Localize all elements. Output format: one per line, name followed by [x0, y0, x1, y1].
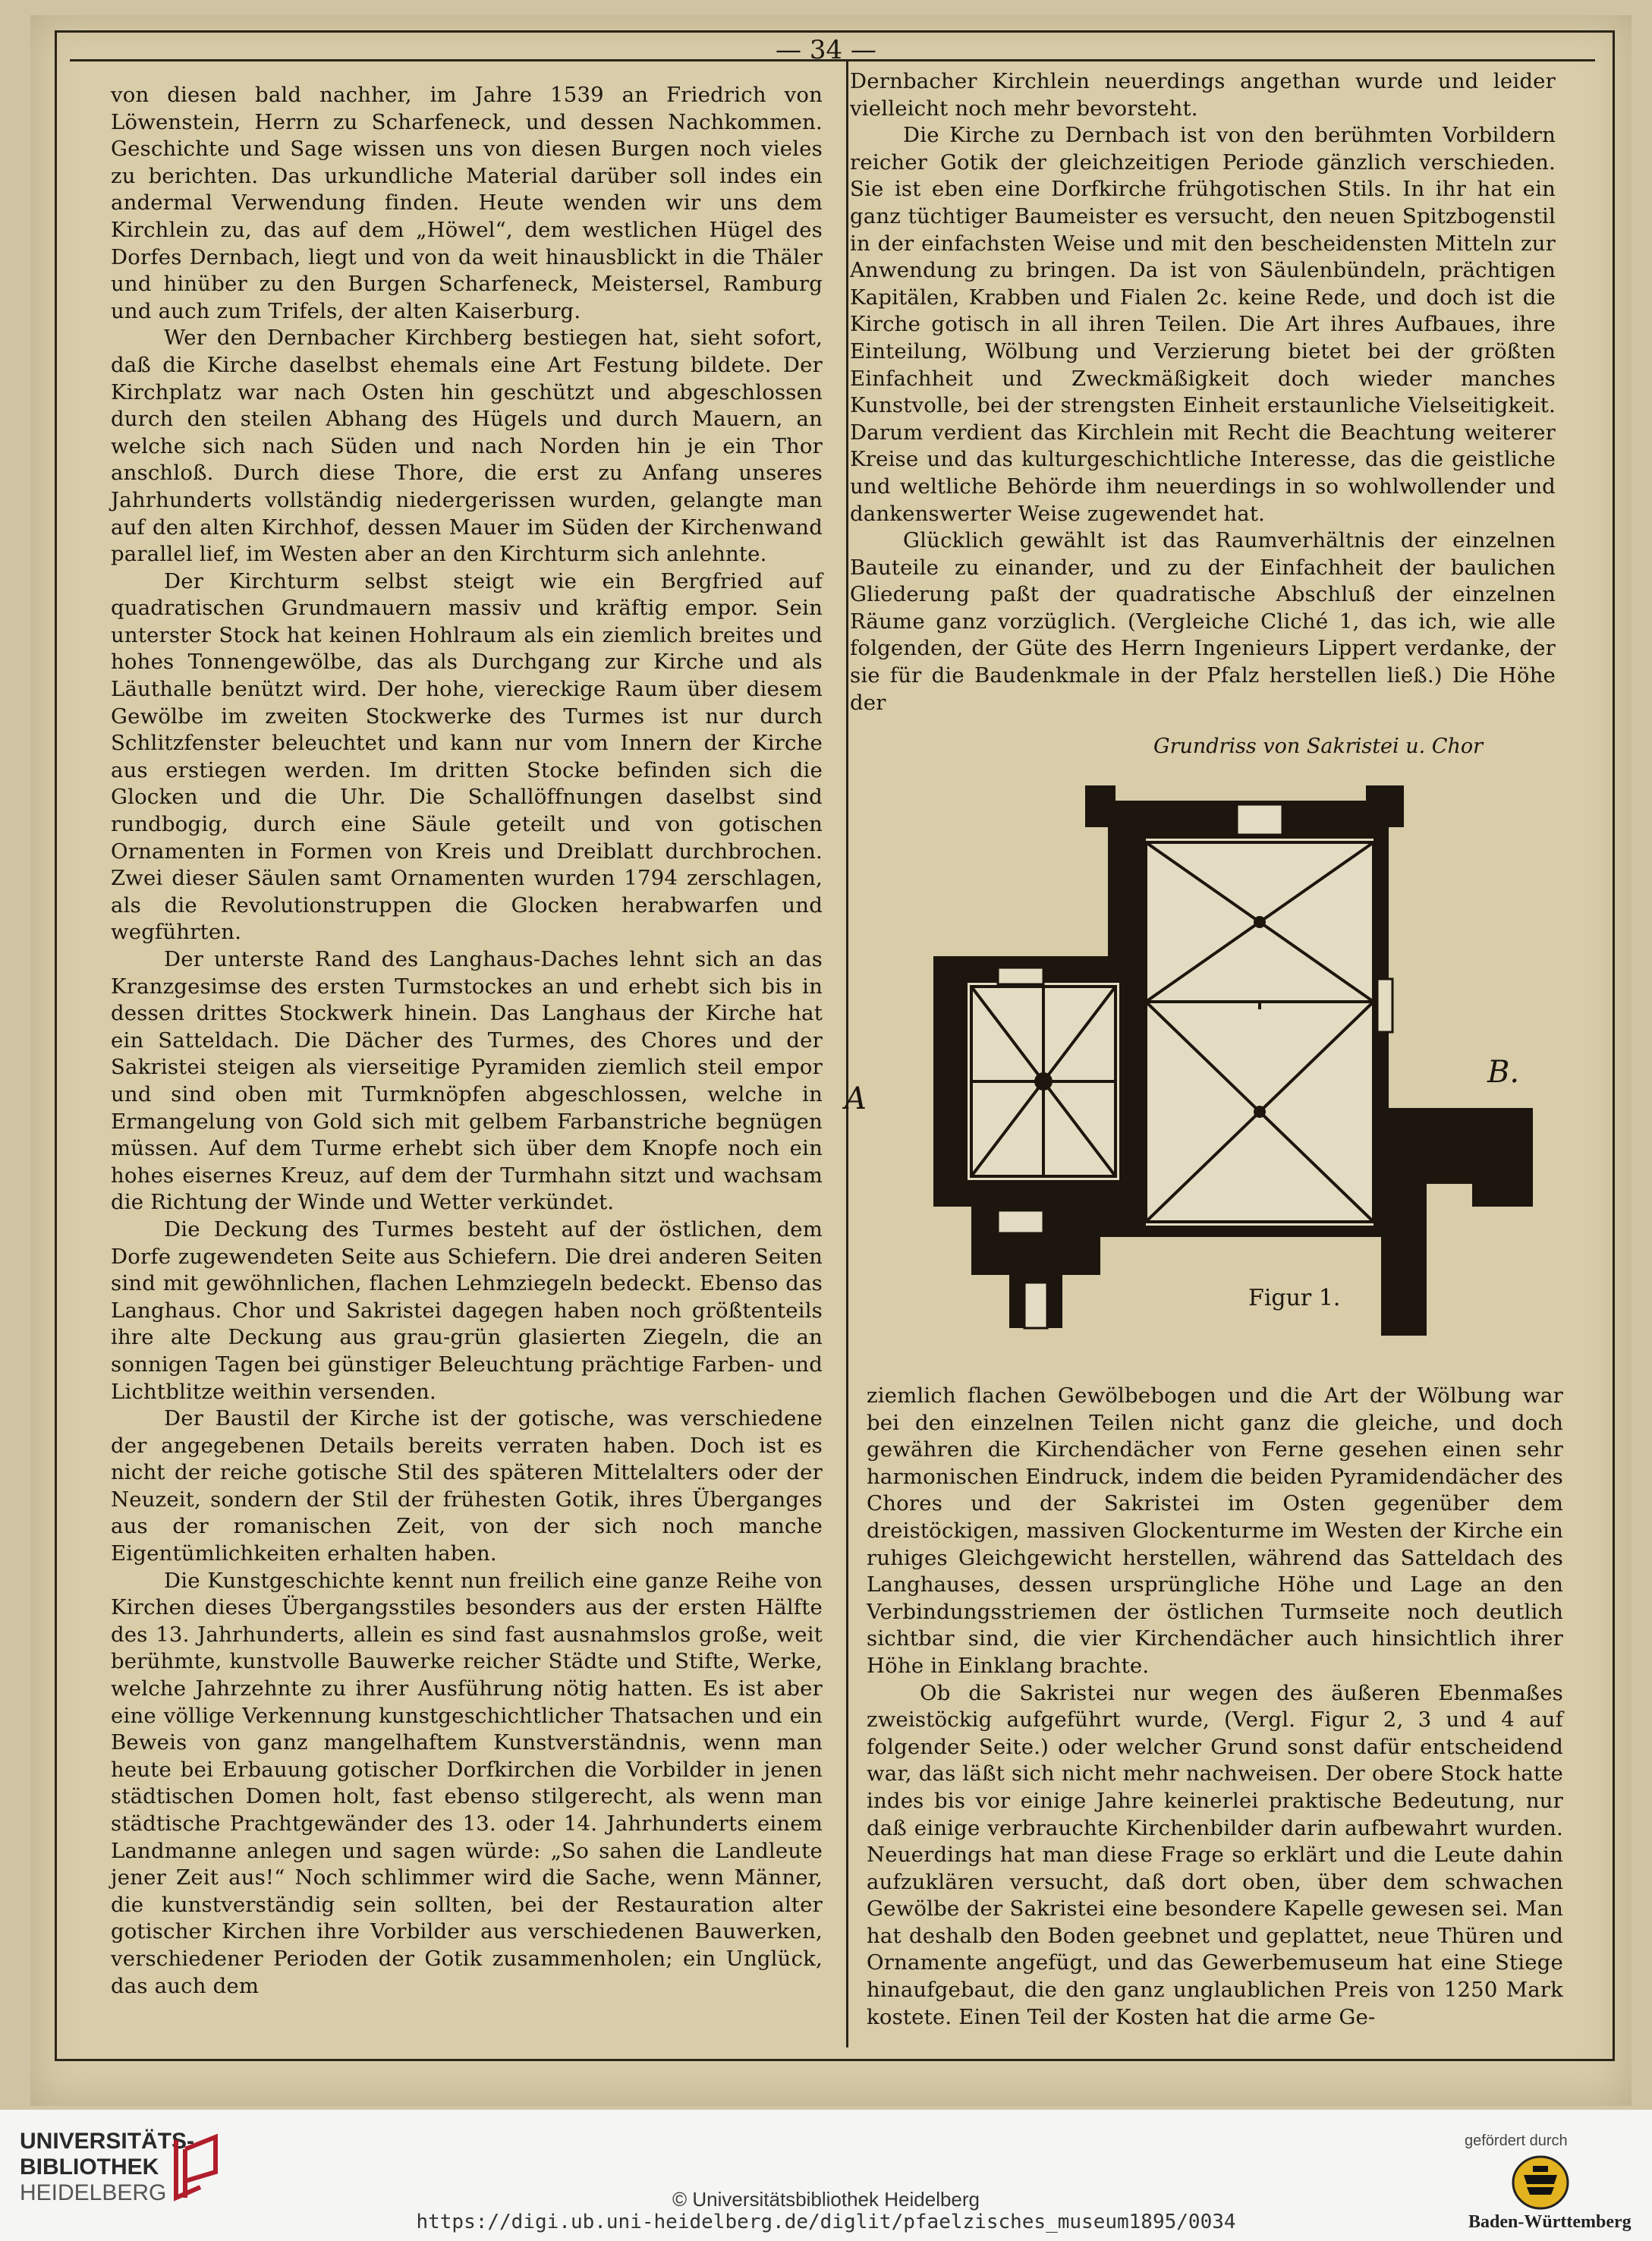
plan-keystone	[1034, 1072, 1053, 1091]
figure-number: Figur 1.	[1248, 1285, 1341, 1311]
plan-window	[998, 968, 1043, 984]
column-divider	[846, 59, 848, 2047]
plan-window	[1237, 804, 1282, 835]
paragraph: ziemlich flachen Gewölbebogen und die Art der Wölbung war bei den einzelnen Teilen nicht ganz die gleiche, und doch gewähren die Kirchendächer von Ferne gesehen einen sehr harmonischen Eindruck, indem die beiden Pyramidendächer des Chores und der Sakristei im Osten gegenüber dem dreistöckigen, massiven Glockenturme im Westen der Kirche ein ruhiges Gleichgewicht herstellen, während das Satteldach des Langhauses, dessen ursprüngliche Höhe und Lage an den Verbindungsstriemen der östlichen Turmseite noch deutlich sichtbar sind, die vier Kirchendächer auch hinsichtlich ihrer Höhe in Einklang brachte.	[867, 1383, 1563, 1678]
plan-keystone	[1254, 916, 1266, 928]
paragraph: Die Kirche zu Dernbach ist von den berühmten Vorbildern reicher Gotik der gleichzeitigen Periode gänzlich verschieden. Sie ist eben eine Dorfkirche frühgotischen Stils. In ihr hat ein ganz tüchtiger Baumeister es versucht, den neuen Spitzbogenstil in der einfachsten Weise und mit den bescheidensten Mitteln zur Anwendung zu bringen. Da ist von Säulenbündeln, prächtigen Kapitälen, Krabben und Fialen 2c. keine Rede, und doch ist die Kirche gotisch in all ihren Teilen. Die Art ihres Aufbaues, ihre Einteilung, Wölbung und Verzierung bietet bei der größten Einfachheit und Zweckmäßigkeit doch wieder manches Kunstvolle, bei der strengsten Einheit erstaunliche Vielseitigkeit. Darum verdient das Kirchlein mit Recht die Beachtung weiterer Kreise und das kulturgeschichtliche Interesse, das die geistliche und weltliche Behörde ihm neuerdings in so wohlwollender und dankenswerter Weise zugewendet hat.	[850, 123, 1556, 526]
paragraph: Die Kunstgeschichte kennt nun freilich eine ganze Reihe von Kirchen dieses Übergangsstiles besonders aus der ersten Hälfte des 13. Jahrhunderts, allein es sind fast ausnahmslos große, weit berühmte, kunstvolle Bauwerke reicher Städte und Stifte, Werke, welche Jahrzehnte zu ihrer Ausführung nötig hatten. Es ist aber eine völlige Verkennung kunstgeschichtlicher Thatsachen und ein Beweis von ganz mangelhaftem Kunstverständnis, wenn man heute bei Erbauung gotischer Dorfkirchen die Vorbilder in jenen städtischen Domen holt, fast ebenso stilgerecht, als wenn man städtische Prachtgewänder des 13. oder 14. Jahrhunderts einem Landmanne anlegen und sagen würde: „So sahen die Landleute jener Zeit aus!“ Noch schlimmer wird die Sache, wenn Männer, die kunstverständig sein sollten, bei der Restauration alter gotischer Kirchen ihre Vorbilder aus verschiedenen Bauwerken, verschiedener Perioden der Gotik zusammenholen; ein Unglück, das auch dem	[111, 1568, 823, 1998]
left-column	[111, 82, 823, 2000]
right-column-top	[850, 68, 1556, 716]
plan-wall	[1381, 1108, 1427, 1336]
plan-keystone	[1254, 1106, 1266, 1118]
copyright-notice: © Universitätsbibliothek Heidelberg	[672, 2188, 980, 2211]
state-coat-of-arms-icon[interactable]	[1510, 2152, 1571, 2213]
right-column-bottom	[867, 1383, 1563, 2031]
page-number: — 34 —	[776, 35, 876, 65]
library-name-line3: HEIDELBERG	[20, 2180, 167, 2205]
paragraph: Der Baustil der Kirche ist der gotische, was verschiedene der angegebenen Details bereits verraten haben. Doch ist es nicht der reiche gotische Stil des späteren Mittelalters oder der Neuzeit, sondern der Stil der frühesten Gotik, ihres Überganges aus der romanischen Zeit, von der sich noch manche Eigentümlichkeiten erhalten haben.	[111, 1406, 823, 1566]
permalink[interactable]: https://digi.ub.uni-heidelberg.de/diglit/pfaelzisches_museum1895/0034	[416, 2211, 1236, 2233]
paragraph: Dernbacher Kirchlein neuerdings angethan wurde und leider vielleicht noch mehr bevorsteht.	[850, 69, 1556, 121]
paragraph: Glücklich gewählt ist das Raumverhältnis der einzelnen Bauteile zu einander, und zu der Einfachheit der baulichen Gliederung paßt der quadratische Abschluß der einzelnen Räume ganz vorzüglich. (Vergleiche Cliché 1, das ich, wie alle folgenden, der Güte des Herrn Ingenieurs Lippert verdanke, der sie für die Baudenkmale in der Pfalz herstellen ließ.) Die Höhe der	[850, 528, 1556, 715]
floor-plan-figure	[926, 782, 1548, 1381]
sponsor-label: gefördert durch	[1465, 2132, 1568, 2149]
paragraph: Der Kirchturm selbst steigt wie ein Bergfried auf quadratischen Grundmauern massiv und kräftig empor. Sein unterster Stock hat keinen Hohlraum als ein ziemlich breites und hohes Tonnengewölbe, das als Durchgang zur Kirche und als Läuthalle benützt wird. Der hohe, viereckige Raum über diesem Gewölbe im zweiten Stockwerke des Turmes ist nur durch Schlitzfenster beleuchtet und kann nur vom Innern der Kirche aus erstiegen werden. Im dritten Stocke befinden sich die Glocken und die Uhr. Die Schallöffnungen daselbst sind rundbogig, durch eine Säule geteilt und von gotischen Ornamenten in Formen von Kreis und Dreiblatt durchbrochen. Zwei dieser Säulen samt Ornamenten wurden 1794 zerschlagen, als die Revolutionstruppen die Glocken herabwarfen und wegführten.	[111, 568, 823, 945]
paragraph: Ob die Sakristei nur wegen des äußeren Ebenmaßes zweistöckig aufgeführt wurde, (Vergl. Figur 2, 3 und 4 auf folgender Seite.) oder welcher Grund sonst dafür entscheidend war, das läßt sich nicht mehr nachweisen. Der obere Stock hatte indes bis vor einige Jahre keinerlei praktische Bedeutung, nur daß einige verbrauchte Kirchenbilder darin aufbewahrt wurden. Neuerdings hat man diese Frage so erklärt und die Leute dahin aufzuklären versucht, daß dort oben, über dem schwachen Gewölbe der Sakristei eine besondere Kapelle gewesen sei. Man hat deshalb den Boden geebnet und geplattet, neue Thüren und Ornamente angefügt, und das Gewerbemuseum hat eine Stiege hinaufgebaut, die den ganz unglaublichen Preis von 1250 Mark kostete. Einen Teil der Kosten hat die arme Ge-	[867, 1680, 1563, 2029]
figure-handwritten-caption: Grundriss von Sakristei u. Chor	[1153, 735, 1484, 758]
paragraph: Wer den Dernbacher Kirchberg bestiegen hat, sieht sofort, daß die Kirche daselbst ehemals eine Art Festung bildete. Der Kirchplatz war nach Osten hin geschützt und abgeschlossen durch den steilen Abhang des Hügels und durch Mauern, an welche sich nach Süden und nach Norden hin je ein Thor anschloß. Durch diese Thore, die erst zu Anfang unseres Jahrhunderts vollständig niedergerissen wurden, gelangte man auf den alten Kirchhof, dessen Mauer im Süden der Kirchenwand parallel lief, im Westen aber an den Kirchturm sich anlehnte.	[111, 326, 823, 567]
plan-wall	[1472, 1161, 1533, 1207]
library-name-line2: BIBLIOTHEK	[20, 2154, 159, 2180]
figure-label-a: A	[845, 1081, 867, 1116]
paragraph: Der unterste Rand des Langhaus-Daches lehnt sich an das Kranzgesimse des ersten Turmstockes an und erhebt sich bis in dessen drittes Stockwerk hinein. Das Langhaus der Kirche hat ein Satteldach. Die Dächer des Turmes, des Chores und der Sakristei steigen als vierseitige Pyramiden ziemlich steil empor und sind oben mit Turmknöpfen abgeschlossen, welche in Ermangelung von Gold sich mit gelbem Farbanstriche begnügen müssen. Auf dem Turme erhebt sich über dem Knopfe noch ein hohes eisernes Kreuz, auf dem der Turmhahn sitzt und wachsam die Richtung der Winde und Wetter verkündet.	[111, 947, 823, 1215]
sponsor-name: Baden-Württemberg	[1468, 2212, 1632, 2232]
plan-doorway	[1024, 1283, 1047, 1328]
paragraph: Die Deckung des Turmes besteht auf der östlichen, dem Dorfe zugewendeten Seite aus Schiefern. Die drei anderen Seiten sind mit gewöhnlichen, flachen Lehmziegeln bedeckt. Ebenso das Langhaus. Chor und Sakristei dagegen haben noch größtenteils ihre alte Deckung aus grau-grün glasierten Ziegeln, die an sonnigen Tagen bei günstiger Beleuchtung prächtige Farben- und Lichtblitze weithin versenden.	[111, 1216, 823, 1404]
paragraph: von diesen bald nachher, im Jahre 1539 an Friedrich von Löwenstein, Herrn zu Scharfeneck, und dessen Nachkommen. Geschichte und Sage wissen uns von diesen Burgen noch vieles zu berichten. Das urkundliche Material darüber soll indes ein andermal Verwendung finden. Heute wenden wir uns dem Kirchlein zu, das auf dem „Höwel“, dem westlichen Hügel des Dorfes Dernbach, liegt und von da weit hinausblickt in die Thäler und hinüber zu den Burgen Scharfeneck, Meistersel, Ramburg und auch zum Trifels, der alten Kaiserburg.	[111, 83, 823, 323]
figure-label-b: B.	[1487, 1055, 1520, 1090]
plan-window	[998, 1210, 1043, 1233]
plan-window	[1377, 979, 1392, 1032]
plan-chancel-floor	[1146, 839, 1374, 1226]
library-name-line1: UNIVERSITÄTS-	[20, 2129, 195, 2154]
